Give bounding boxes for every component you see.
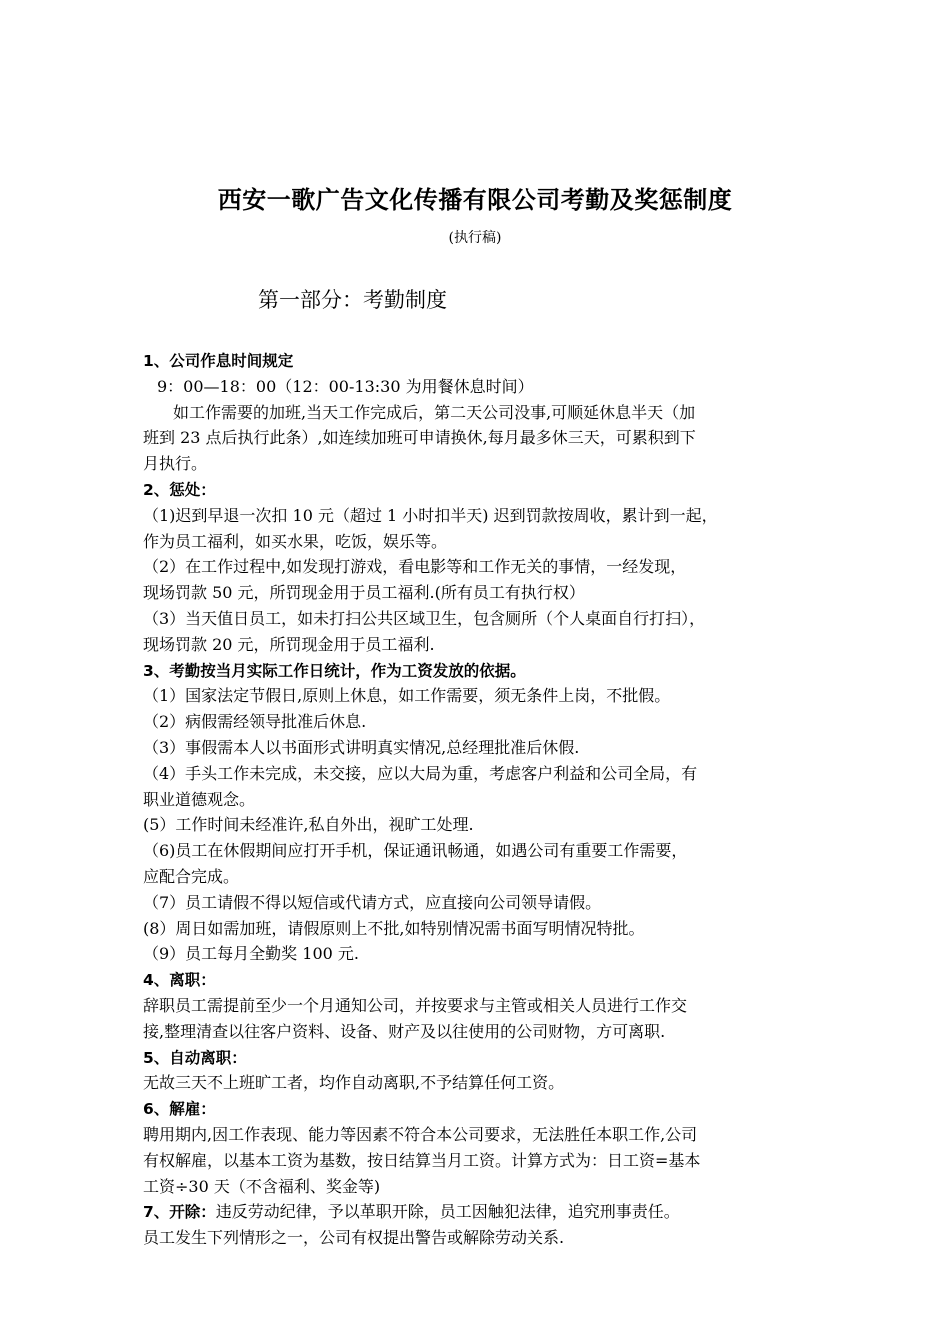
body-text-line [143,735,815,761]
body-text-line [143,529,815,555]
text-span: 辞职员工需提前至少一个月通知公司，并按要求与主管或相关人员进行工作交 [143,995,688,1015]
text-span: 职业道德观念。 [143,789,256,809]
section-heading: 5、自动离职： [143,1048,247,1067]
body-text-line [143,374,815,400]
text-span: （1）国家法定节假日,原则上休息，如工作需要，须无条件上岗，不批假。 [143,686,671,706]
text-span: （1)迟到早退一次扣 10 元（超过 1 小时扣半天) 迟到罚款按周收，累计到一起， [143,505,718,525]
text-span: 作为员工福利，如买水果，吃饭，娱乐等。 [143,531,448,551]
section-heading-line [143,658,815,684]
part-heading: 第一部分：考勤制度 [258,288,447,312]
document-title: 西安一歌广告文化传播有限公司考勤及奖惩制度 [217,186,733,214]
section-heading-line [143,477,815,503]
body-text-line [143,683,815,709]
body-text-line [143,1122,815,1148]
section-heading: 6、解雇： [143,1100,216,1119]
body-text-line [143,941,815,967]
text-span: 月执行。 [143,454,208,474]
text-span: （7）员工请假不得以短信或代请方式，应直接向公司领导请假。 [143,892,602,912]
text-span: 现场罚款 50 元，所罚现金用于员工福利.(所有员工有执行权） [143,583,585,603]
section-heading: 1、公司作息时间规定 [143,352,294,370]
body-text-line [143,632,815,658]
body-text-line [143,709,815,735]
text-span: （3）当天值日员工，如未打扫公共区域卫生，包含厕所（个人桌面自行打扫）， [143,608,706,628]
text-span: 聘用期内,因工作表现、能力等因素不符合本公司要求，无法胜任本职工作,公司 [143,1124,698,1144]
body-text-line [143,1148,815,1174]
document-subtitle: (执行稿) [448,230,502,246]
text-span: 有权解雇，以基本工资为基数，按日结算当月工资。计算方式为：日工资=基本 [143,1150,701,1170]
text-span: 无故三天不上班旷工者，均作自动离职,不予结算任何工资。 [143,1073,565,1093]
text-span: （4）手头工作未完成，未交接，应以大局为重，考虑客户利益和公司全局，有 [143,763,698,783]
section-heading-line [143,1199,815,1225]
text-span: （2）在工作过程中,如发现打游戏，看电影等和工作无关的事情，一经发现， [143,557,687,577]
text-span: 违反劳动纪律，予以革职开除，员工因触犯法律，追究刑事责任。 [215,1202,680,1222]
text-span: 应配合完成。 [143,866,240,886]
body-text-line [143,812,815,838]
body-text-line [143,1174,815,1200]
text-span: （6)员工在休假期间应打开手机，保证通讯畅通，如遇公司有重要工作需要， [143,841,688,861]
body-text-line [143,1019,815,1045]
document-body [143,348,815,1251]
body-text-line [143,761,815,787]
text-span: 班到 23 点后执行此条）,如连续加班可申请换休,每月最多休三天，可累积到下 [143,428,696,448]
section-heading: 2、惩处： [143,480,216,499]
body-text-line [143,787,815,813]
body-text-line [143,554,815,580]
section-heading-line [143,1096,815,1122]
text-span: （2）病假需经领导批准后休息. [143,712,367,732]
body-text-line [143,1070,815,1096]
body-text-line [143,503,815,529]
body-text-line [143,1225,815,1251]
body-text-line [143,993,815,1019]
body-text-line [143,606,815,632]
section-heading-line [143,967,815,993]
section-heading: 3、考勤按当月实际工作日统计，作为工资发放的依据。 [143,661,526,680]
text-span: 现场罚款 20 元，所罚现金用于员工福利. [143,634,435,654]
section-heading: 7、开除： [143,1203,216,1222]
text-span: (8）周日如需加班，请假原则上不批,如特别情况需书面写明情况特批。 [143,918,645,938]
text-span: 工资÷30 天（不含福利、奖金等) [143,1176,381,1196]
text-span: （3）事假需本人以书面形式讲明真实情况,总经理批准后休假. [143,737,580,757]
text-span: 员工发生下列情形之一，公司有权提出警告或解除劳动关系. [143,1228,565,1248]
body-text-line [143,451,815,477]
body-text-line [143,425,815,451]
body-text-line [143,864,815,890]
text-span: 9：00—18：00（12：00-13:30 为用餐休息时间） [157,376,534,396]
text-span: 接,整理清查以往客户资料、设备、财产及以往使用的公司财物，方可离职. [143,1021,666,1041]
section-heading-line [143,1045,815,1071]
body-text-line [143,838,815,864]
body-text-line [143,916,815,942]
section-heading: 4、离职： [143,971,216,990]
text-span: 如工作需要的加班,当天工作完成后，第二天公司没事,可顺延休息半天（加 [173,402,696,422]
section-heading-line [143,348,815,374]
body-text-line [143,400,815,426]
text-span: (5）工作时间未经准许,私自外出，视旷工处理. [143,815,474,835]
body-text-line [143,580,815,606]
body-text-line [143,890,815,916]
text-span: （9）员工每月全勤奖 100 元. [143,944,359,964]
